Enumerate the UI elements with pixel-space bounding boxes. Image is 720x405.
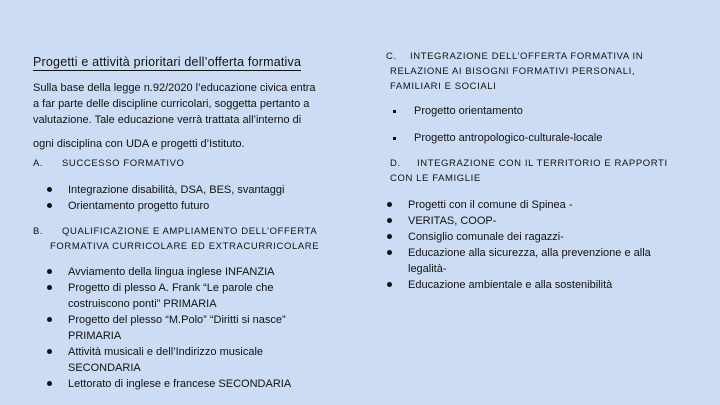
list-item: VERITAS, COOP-	[408, 213, 651, 229]
list-item: Attività musicali e dell’Indirizzo musicale SECONDARIA	[68, 344, 291, 376]
bullet-icon	[47, 203, 52, 208]
list-item: Progetto orientamento	[414, 103, 602, 119]
bullet-icon	[393, 137, 396, 140]
list-item: Progetto antropologico-culturale-locale	[414, 130, 602, 146]
section-d-heading-line: CON LE FAMIGLIE	[390, 173, 481, 184]
section-c-heading-line: INTEGRAZIONE DELL’OFFERTA FORMATIVA IN	[410, 51, 644, 62]
list-item: Educazione alla sicurezza, alla prevenzione e alla legalità-	[408, 245, 651, 277]
section-d-heading	[390, 156, 668, 186]
bullet-icon	[387, 250, 392, 255]
list-item: Orientamento progetto futuro	[68, 198, 284, 214]
section-b-heading-line: FORMATIVA CURRICOLARE ED EXTRACURRICOLARE	[50, 241, 320, 252]
bullet-icon	[393, 110, 396, 113]
section-d-list	[408, 197, 651, 293]
intro-line: valutazione. Tale educazione verrà trattata all’interno di	[33, 114, 302, 126]
section-b-letter: B.	[33, 226, 44, 237]
list-item: Progetto del plesso “M.Polo” “Diritti si nasce” PRIMARIA	[68, 312, 291, 344]
section-a-list	[68, 182, 284, 214]
bullet-icon	[387, 282, 392, 287]
slide-title: Progetti e attività prioritari dell’offerta formativa	[33, 55, 302, 69]
bullet-icon	[387, 234, 392, 239]
section-c-heading-line: RELAZIONE AI BISOGNI FORMATIVI PERSONALI,	[390, 66, 636, 77]
bullet-icon	[47, 187, 52, 192]
list-item: Lettorato di inglese e francese SECONDARIA	[68, 376, 291, 392]
bullet-icon	[387, 218, 392, 223]
intro-line: ogni disciplina con UDA e progetti d’Istituto.	[33, 138, 245, 150]
list-item: Progetto di plesso A. Frank “Le parole che costruiscono ponti” PRIMARIA	[68, 280, 291, 312]
section-d-letter: D.	[390, 158, 401, 169]
intro-paragraph	[33, 80, 316, 152]
section-c-heading	[390, 49, 643, 94]
section-c-list	[414, 103, 602, 146]
intro-line: Sulla base della legge n.92/2020 l’educazione civica entra	[33, 82, 316, 94]
bullet-icon	[47, 381, 52, 386]
list-item: Educazione ambientale e alla sostenibilità	[408, 277, 651, 293]
section-a-letter: A.	[33, 158, 44, 169]
section-b-heading	[50, 224, 319, 254]
bullet-icon	[47, 285, 52, 290]
list-item: Consiglio comunale dei ragazzi-	[408, 229, 651, 245]
section-a-heading: SUCCESSO FORMATIVO	[62, 158, 185, 169]
section-b-heading-line: QUALIFICAZIONE E AMPLIAMENTO DELL’OFFERTA	[62, 226, 318, 237]
section-b-list	[68, 264, 291, 392]
bullet-icon	[387, 202, 392, 207]
bullet-icon	[47, 317, 52, 322]
section-d-heading-line: INTEGRAZIONE CON IL TERRITORIO E RAPPORTI	[417, 158, 668, 169]
list-item: Avviamento della lingua inglese INFANZIA	[68, 264, 291, 280]
bullet-icon	[47, 349, 52, 354]
section-c-letter: C.	[386, 51, 397, 62]
list-item: Integrazione disabilità, DSA, BES, svantaggi	[68, 182, 284, 198]
intro-line: a far parte delle discipline curricolari, soggetta pertanto a	[33, 98, 310, 110]
section-c-heading-line: FAMILIARI E SOCIALI	[390, 81, 497, 92]
bullet-icon	[47, 269, 52, 274]
list-item: Progetti con il comune di Spinea -	[408, 197, 651, 213]
